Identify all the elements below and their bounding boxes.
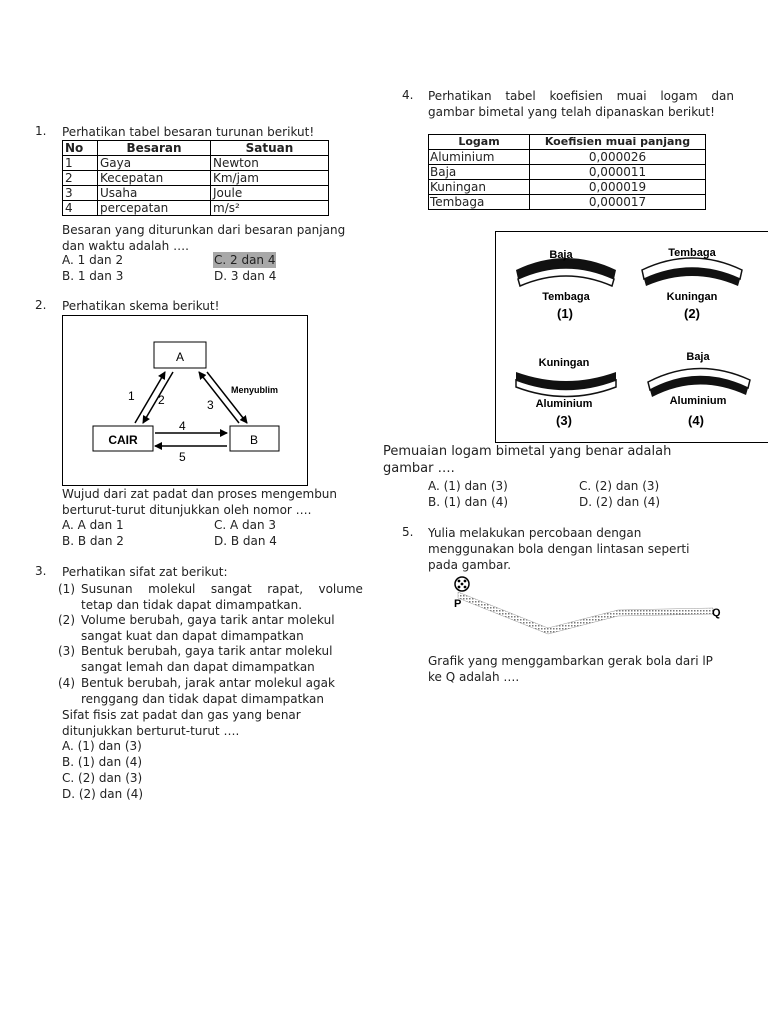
strip-3-bottom-label: Aluminium bbox=[535, 398, 593, 410]
q1-option-a[interactable]: A. 1 dan 2 bbox=[62, 253, 124, 267]
q1-prompt: Perhatikan tabel besaran turunan berikut! bbox=[62, 125, 315, 139]
table-header-row bbox=[429, 135, 706, 150]
q4-table bbox=[428, 134, 706, 210]
strip-1-bottom-label: Tembaga bbox=[542, 291, 590, 303]
q1-option-d[interactable]: D. 3 dan 4 bbox=[214, 269, 277, 283]
table-cell: 0,000017 bbox=[530, 195, 706, 210]
q1-table bbox=[62, 140, 329, 216]
q5-prompt-line2: menggunakan bola dengan lintasan seperti bbox=[428, 542, 690, 556]
arrow-label-2: 2 bbox=[158, 393, 165, 407]
table-row bbox=[429, 150, 706, 165]
word: sangat bbox=[210, 582, 252, 596]
q4-number: 4. bbox=[402, 88, 414, 102]
q3-option-d[interactable]: D. (2) dan (4) bbox=[62, 787, 144, 801]
table-cell: 0,000019 bbox=[530, 180, 706, 195]
table-row bbox=[429, 165, 706, 180]
word: dan bbox=[711, 89, 734, 103]
q4-question-line1: Pemuaian logam bimetal yang benar adalah bbox=[383, 444, 672, 459]
point-p-label: P bbox=[454, 598, 462, 610]
q4-question-line2: gambar …. bbox=[383, 461, 455, 476]
q3-item-1-line2: tetap dan tidak dapat dimampatkan. bbox=[81, 598, 303, 612]
table-cell: m/s² bbox=[211, 201, 329, 216]
q2-option-a[interactable]: A. A dan 1 bbox=[62, 518, 124, 532]
q5-prompt-line1: Yulia melakukan percobaan dengan bbox=[428, 526, 642, 540]
q4-prompt-line1 bbox=[428, 88, 734, 104]
table-cell: Gaya bbox=[98, 156, 211, 171]
q3-item-2-number: (2) bbox=[58, 613, 75, 627]
arrow-label-4: 4 bbox=[179, 419, 186, 433]
strip-4-top-label: Baja bbox=[686, 351, 710, 363]
q5-number: 5. bbox=[402, 525, 414, 539]
table-cell: Newton bbox=[211, 156, 329, 171]
table-cell: percepatan bbox=[98, 201, 211, 216]
arrow-label-1: 1 bbox=[128, 389, 135, 403]
q1-option-c-highlighted[interactable]: C. 2 dan 4 bbox=[214, 253, 276, 267]
table-header: Logam bbox=[429, 135, 530, 150]
table-header: Satuan bbox=[211, 141, 329, 156]
word: tabel bbox=[505, 89, 536, 103]
table-cell: Tembaga bbox=[429, 195, 530, 210]
table-cell: 4 bbox=[63, 201, 98, 216]
word: Perhatikan bbox=[428, 89, 492, 103]
q3-option-b[interactable]: B. (1) dan (4) bbox=[62, 755, 143, 769]
q2-diagram-frame bbox=[62, 315, 308, 486]
table-cell: Aluminium bbox=[429, 150, 530, 165]
word: logam bbox=[660, 89, 698, 103]
q3-prompt: Perhatikan sifat zat berikut: bbox=[62, 565, 228, 579]
q2-option-c[interactable]: C. A dan 3 bbox=[214, 518, 277, 532]
q3-option-a[interactable]: A. (1) dan (3) bbox=[62, 739, 142, 753]
point-q-label: Q bbox=[712, 607, 721, 619]
q4-option-a[interactable]: A. (1) dan (3) bbox=[428, 479, 508, 493]
strip-3-number: (3) bbox=[556, 413, 572, 428]
q3-question-line2: ditunjukkan berturut-turut …. bbox=[62, 724, 240, 738]
q2-option-b[interactable]: B. B dan 2 bbox=[62, 534, 124, 548]
table-row bbox=[63, 156, 329, 171]
q1-option-b[interactable]: B. 1 dan 3 bbox=[62, 269, 124, 283]
strip-2-top-label: Tembaga bbox=[668, 247, 716, 259]
table-header-row bbox=[63, 141, 329, 156]
q5-question-line1: Grafik yang menggambarkan gerak bola dari lP bbox=[428, 654, 713, 668]
word: volume bbox=[318, 582, 363, 596]
q2-question-line2: berturut-turut ditunjukkan oleh nomor …. bbox=[62, 503, 312, 517]
table-cell: 2 bbox=[63, 171, 98, 186]
strip-3-top-label: Kuningan bbox=[538, 357, 590, 369]
word: molekul bbox=[148, 582, 196, 596]
q3-option-c[interactable]: C. (2) dan (3) bbox=[62, 771, 143, 785]
q2-question-line1: Wujud dari zat padat dan proses mengembun bbox=[62, 487, 338, 501]
annotation-menyublim: Menyublim bbox=[231, 385, 279, 395]
q3-number: 3. bbox=[35, 564, 47, 578]
q3-item-4-number: (4) bbox=[58, 676, 75, 690]
q4-bimetal-svg bbox=[496, 232, 768, 442]
arrow-label-5: 5 bbox=[179, 450, 186, 464]
q3-question-line1: Sifat fisis zat padat dan gas yang benar bbox=[62, 708, 301, 722]
table-header: No bbox=[63, 141, 98, 156]
word: Susunan bbox=[81, 582, 133, 596]
table-row bbox=[63, 171, 329, 186]
q2-prompt: Perhatikan skema berikut! bbox=[62, 299, 220, 313]
arrow-label-3: 3 bbox=[207, 398, 214, 412]
table-header: Koefisien muai panjang bbox=[530, 135, 706, 150]
q4-prompt-line2: gambar bimetal yang telah dipanaskan berikut! bbox=[428, 105, 715, 119]
strip-1-number: (1) bbox=[557, 306, 573, 321]
q4-option-b[interactable]: B. (1) dan (4) bbox=[428, 495, 509, 509]
table-cell: Baja bbox=[429, 165, 530, 180]
q4-bimetal-figure bbox=[495, 231, 768, 443]
arrow-3 bbox=[199, 372, 239, 423]
table-row bbox=[63, 201, 329, 216]
q3-item-3-number: (3) bbox=[58, 644, 75, 658]
box-a-label: A bbox=[175, 350, 185, 364]
q5-track-figure bbox=[448, 574, 748, 636]
table-cell: 1 bbox=[63, 156, 98, 171]
table-cell: Kecepatan bbox=[98, 171, 211, 186]
q3-item-2-line2: sangat kuat dan dapat dimampatkan bbox=[81, 629, 304, 643]
q3-item-1-number: (1) bbox=[58, 582, 75, 596]
box-cair-label: CAIR bbox=[108, 433, 138, 447]
box-b-label: B bbox=[249, 433, 259, 447]
table-cell: 3 bbox=[63, 186, 98, 201]
q3-item-4-line1: Bentuk berubah, jarak antar molekul agak bbox=[81, 676, 335, 690]
q3-item-2-line1: Volume berubah, gaya tarik antar molekul bbox=[81, 613, 335, 627]
q4-option-c[interactable]: C. (2) dan (3) bbox=[579, 479, 660, 493]
table-row bbox=[429, 180, 706, 195]
q3-item-4-line2: renggang dan tidak dapat dimampatkan bbox=[81, 692, 324, 706]
q2-option-d[interactable]: D. B dan 4 bbox=[214, 534, 277, 548]
q1-question-line2: dan waktu adalah …. bbox=[62, 239, 189, 253]
table-row bbox=[429, 195, 706, 210]
q3-item-1-line1 bbox=[81, 581, 363, 597]
q2-state-diagram bbox=[63, 316, 307, 485]
q3-item-3-line2: sangat lemah dan dapat dimampatkan bbox=[81, 660, 315, 674]
table-cell: 0,000026 bbox=[530, 150, 706, 165]
strip-2-number: (2) bbox=[684, 306, 700, 321]
table-cell: Km/jam bbox=[211, 171, 329, 186]
q5-question-line2: ke Q adalah …. bbox=[428, 670, 520, 684]
table-row bbox=[63, 186, 329, 201]
table-header: Besaran bbox=[98, 141, 211, 156]
table-cell: 0,000011 bbox=[530, 165, 706, 180]
q1-question-line1: Besaran yang diturunkan dari besaran panjang bbox=[62, 223, 346, 237]
table-cell: Kuningan bbox=[429, 180, 530, 195]
q5-prompt-line3: pada gambar. bbox=[428, 558, 512, 572]
strip-2-bottom-label: Kuningan bbox=[666, 291, 718, 303]
q1-number: 1. bbox=[35, 124, 47, 138]
q2-number: 2. bbox=[35, 298, 47, 312]
strip-1-top-label: Baja bbox=[549, 249, 573, 261]
q3-item-3-line1: Bentuk berubah, gaya tarik antar molekul bbox=[81, 644, 333, 658]
word: koefisien bbox=[549, 89, 603, 103]
track-path bbox=[458, 592, 713, 634]
q4-option-d[interactable]: D. (2) dan (4) bbox=[579, 495, 661, 509]
table-cell: Joule bbox=[211, 186, 329, 201]
strip-4-number: (4) bbox=[688, 413, 704, 428]
strip-4-bottom-label: Aluminium bbox=[669, 395, 727, 407]
word: rapat, bbox=[267, 582, 304, 596]
word: muai bbox=[616, 89, 647, 103]
table-cell: Usaha bbox=[98, 186, 211, 201]
